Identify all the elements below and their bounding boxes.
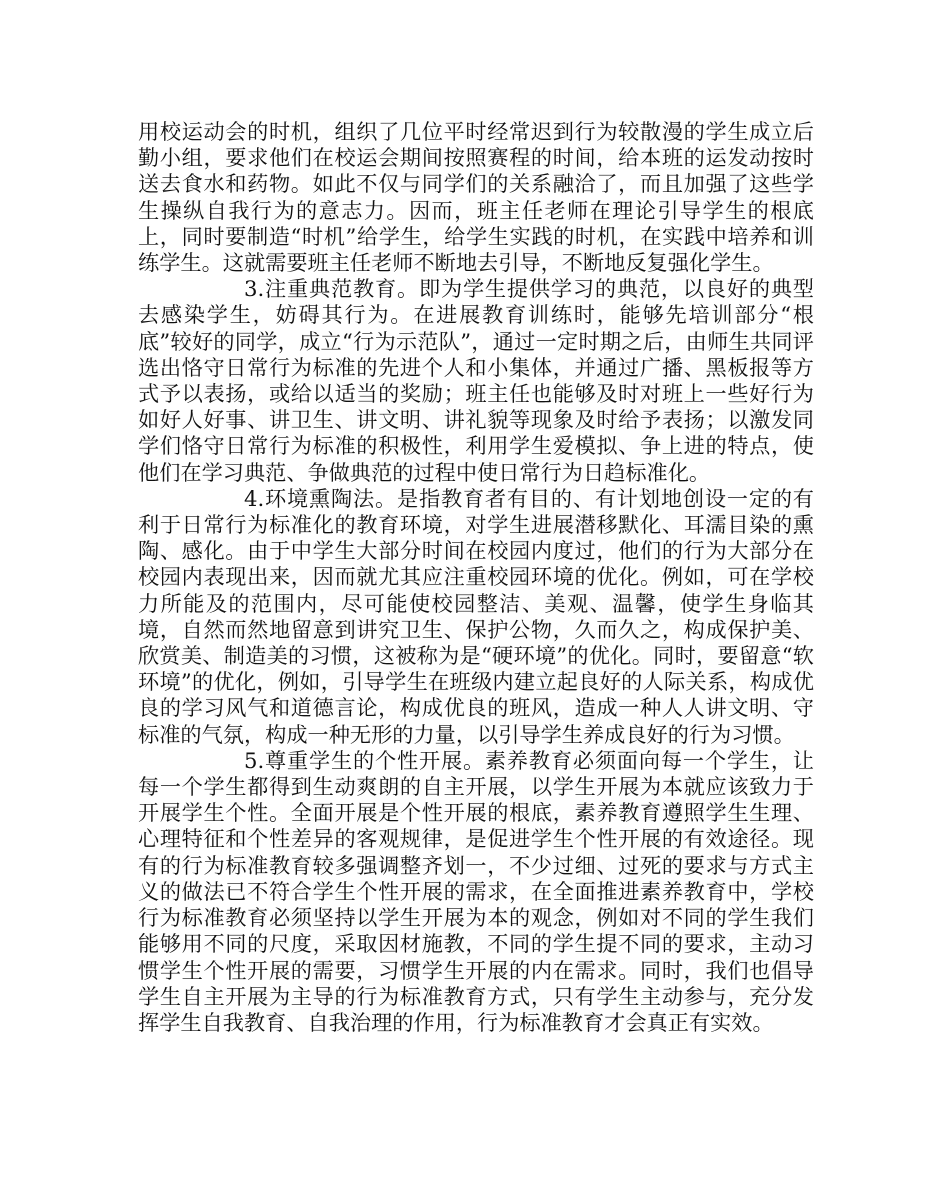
document-body	[138, 119, 814, 1036]
paragraph-continuation: 用校运动会的时机，组织了几位平时经常迟到行为较散漫的学生成立后勤小组，要求他们在校运会期间按照赛程的时间，给本班的运发动按时送去食水和药物。如此不仅与同学们的关系融洽了，而且加强了这些学生操纵自我行为的意志力。因而，班主任老师在理论引导学生的根底上，同时要制造“时机”给学生，给学生实践的时机，在实践中培养和训练学生。这就需要班主任老师不断地去引导，不断地反复强化学生。	[138, 119, 814, 276]
paragraph-item-4-environment: 4.环境熏陶法。是指教育者有目的、有计划地创设一定的有利于日常行为标准化的教育环境，对学生进展潜移默化、耳濡目染的熏陶、感化。由于中学生大部分时间在校园内度过，他们的行为大部分在校园内表现出来，因而就尤其应注重校园环境的优化。例如，可在学校力所能及的范围内，尽可能使校园整洁、美观、温馨，使学生身临其境，自然而然地留意到讲究卫生、保护公物，久而久之，构成保护美、欣赏美、制造美的习惯，这被称为是“硬环境”的优化。同时，要留意“软环境”的优化，例如，引导学生在班级内建立起良好的人际关系，构成优良的学习风气和道德言论，构成优良的班风，造成一种人人讲文明、守标准的气氛，构成一种无形的力量，以引导学生养成良好的行为习惯。	[138, 485, 814, 747]
paragraph-item-5-individuality: 5.尊重学生的个性开展。素养教育必须面向每一个学生，让每一个学生都得到生动爽朗的自主开展，以学生开展为本就应该致力于开展学生个性。全面开展是个性开展的根底，素养教育遵照学生生理、心理特征和个性差异的客观规律，是促进学生个性开展的有效途径。现有的行为标准教育较多强调整齐划一，不少过细、过死的要求与方式主义的做法已不符合学生个性开展的需求，在全面推进素养教育中，学校行为标准教育必须坚持以学生开展为本的观念，例如对不同的学生我们能够用不同的尺度，采取因材施教，不同的学生提不同的要求，主动习惯学生个性开展的需要，习惯学生开展的内在需求。同时，我们也倡导学生自主开展为主导的行为标准教育方式，只有学生主动参与，充分发挥学生自我教育、自我治理的作用，行为标准教育才会真正有实效。	[138, 747, 814, 1035]
paragraph-item-3-model-education: 3.注重典范教育。即为学生提供学习的典范，以良好的典型去感染学生，妨碍其行为。在进展教育训练时，能够先培训部分“根底”较好的同学，成立“行为示范队”，通过一定时期之后，由师生共同评选出恪守日常行为标准的先进个人和小集体，并通过广播、黑板报等方式予以表扬，或给以适当的奖励；班主任也能够及时对班上一些好行为如好人好事、讲卫生、讲文明、讲礼貌等现象及时给予表扬；以激发同学们恪守日常行为标准的积极性，利用学生爱模拟、争上进的特点，使他们在学习典范、争做典范的过程中使日常行为日趋标准化。	[138, 276, 814, 485]
